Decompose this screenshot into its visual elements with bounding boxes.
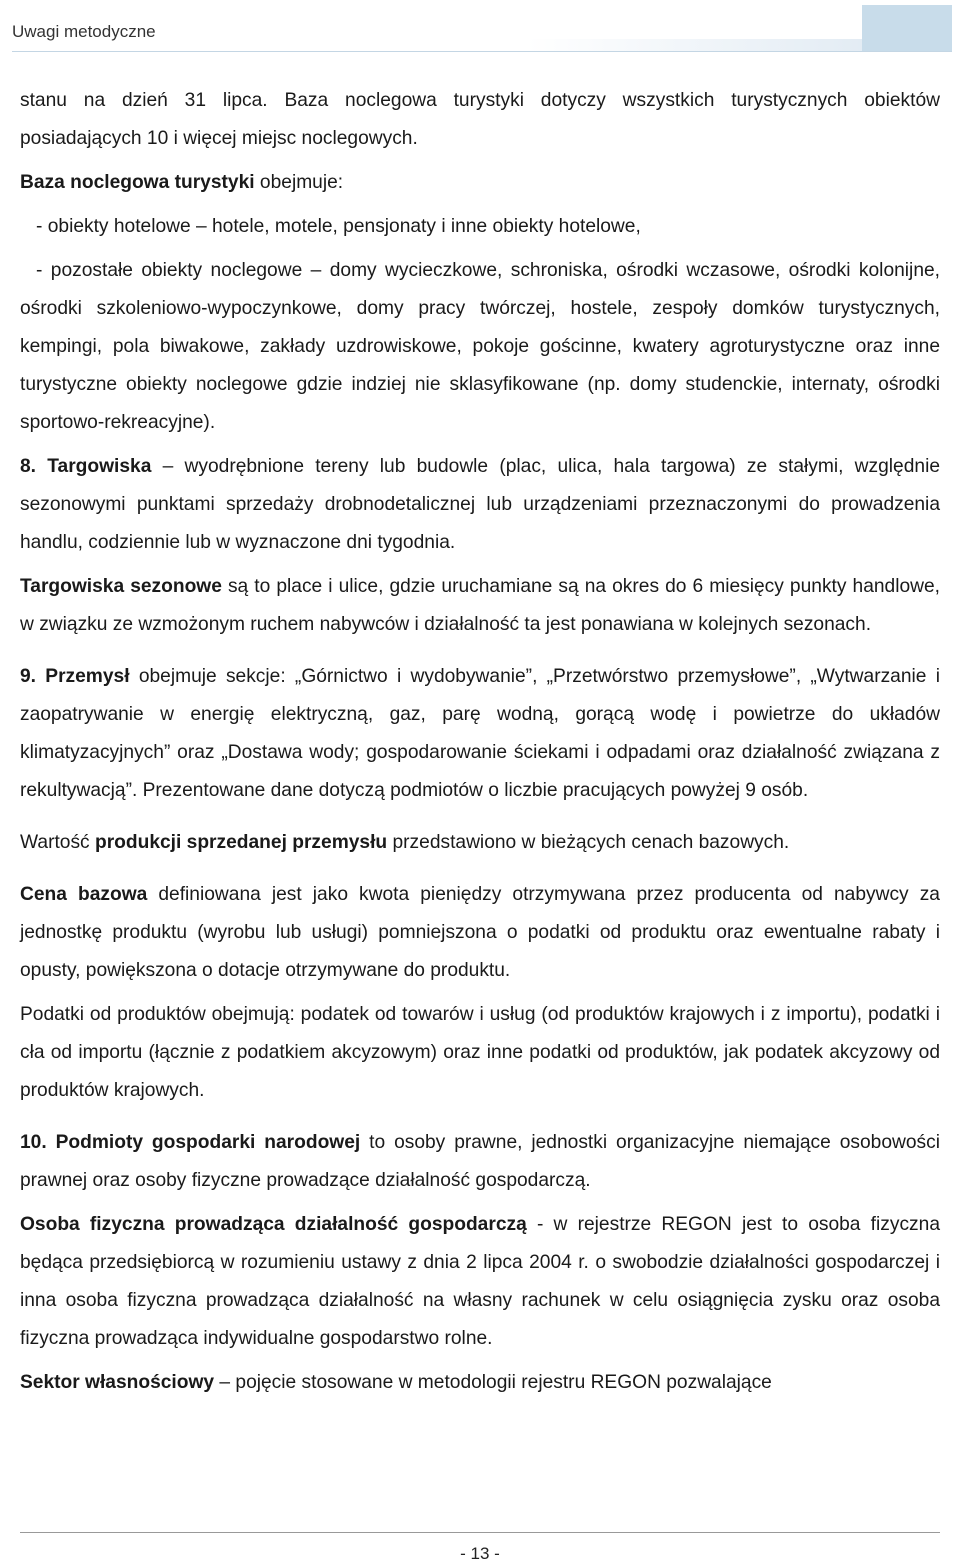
term-sold-production: produkcji sprzedanej przemysłu	[94, 832, 388, 853]
paragraph-marketplaces: 8. Targowiska – wyodrębnione tereny lub budowle (plac, ulica, hala targowa) ze stałymi, względnie sezonowymi punktami sprzedaży drobnodetalicznej lub urządzeniami przeznaczonymi do prowadzenia handlu, codziennie lub w wyznaczone dni tygodnia.	[20, 456, 940, 553]
page-number: - 13 -	[460, 1544, 500, 1563]
term-industry: 9. Przemysł	[20, 666, 130, 687]
term-ownership-sector: Sektor własnościowy	[20, 1372, 215, 1393]
paragraph-seasonal-marketplaces: Targowiska sezonowe są to place i ulice, gdzie uruchamiane są na okres do 6 miesięcy punkty handlowe, w związku ze wzmożonym ruchem nabywców i działalność ta jest ponawiana w kolejnych sezonach.	[20, 576, 940, 635]
paragraph-accommodation-base: Baza noclegowa turystyki obejmuje:	[20, 172, 344, 193]
paragraph-basic-price: Cena bazowa definiowana jest jako kwota pieniędzy otrzymywana przez producenta od nabywcy za jednostkę produktu (wyrobu lub usługi) pomniejszona o podatki od produktu oraz ewentualne rabaty i opusty, powiększona o dotacje otrzymywane do produktu.	[20, 884, 940, 981]
paragraph-economic-entities: 10. Podmioty gospodarki narodowej to osoby prawne, jednostki organizacyjne niemające osobowości prawnej oraz osoby fizyczne prowadzące działalność gospodarczą.	[20, 1132, 940, 1191]
list-item-other-facilities: - pozostałe obiekty noclegowe – domy wycieczkowe, schroniska, ośrodki wczasowe, ośrodki kolonijne, ośrodki szkoleniowo-wypoczynkowe, domy pracy twórczej, hostele, zespoły domków turystycznych, kempingi, pola biwakowe, zakłady uzdrowiskowe, pokoje gościnne, kwatery agroturystyczne oraz inne turystyczne obiekty noclegowe gdzie indziej nie sklasyfikowane (np. domy studenckie, internaty, ośrodki sportowo-rekreacyjne).	[20, 260, 940, 433]
term-economic-entities: 10. Podmioty gospodarki narodowej	[20, 1132, 361, 1153]
header-title: Uwagi metodyczne	[12, 22, 156, 41]
paragraph-industry: 9. Przemysł obejmuje sekcje: „Górnictwo i wydobywanie”, „Przetwórstwo przemysłowe”, „Wytwarzanie i zaopatrywanie w energię elektryczną, gaz, parę wodną, gorącą wodę i powietrze do układów klimatyzacyjnych” oraz „Dostawa wody; gospodarowanie ściekami i odpadami oraz działalność związana z rekultywacją”. Prezentowane dane dotyczą podmiotów o liczbie pracujących powyżej 9 osób.	[20, 666, 940, 801]
term-natural-person: Osoba fizyczna prowadząca działalność gospodarczą	[20, 1214, 527, 1235]
paragraph-accommodation-scope: stanu na dzień 31 lipca. Baza noclegowa turystyki dotyczy wszystkich turystycznych obiektów posiadających 10 i więcej miejsc noclegowych.	[20, 90, 940, 149]
list-item-hotel-facilities: - obiekty hotelowe – hotele, motele, pensjonaty i inne obiekty hotelowe,	[36, 216, 641, 237]
paragraph-product-taxes: Podatki od produktów obejmują: podatek od towarów i usług (od produktów krajowych i z importu), podatki i cła od importu (łącznie z podatkiem akcyzowym) oraz inne podatki od produktów, jak podatek akcyzowy od produktów krajowych.	[20, 1004, 940, 1101]
term-marketplaces: 8. Targowiska	[20, 456, 152, 477]
term-seasonal-marketplaces: Targowiska sezonowe	[20, 576, 222, 597]
document-body	[20, 82, 940, 1402]
header-gradient-bar	[526, 39, 862, 51]
paragraph-natural-person: Osoba fizyczna prowadząca działalność gospodarczą - w rejestrze REGON jest to osoba fizyczna będąca przedsiębiorcą w rozumieniu ustawy z dnia 2 lipca 2004 r. o swobodzie działalności gospodarczej i inna osoba fizyczna prowadząca działalność na własny rachunek w celu osiągnięcia zysku oraz osoba fizyczna prowadząca indywidualne gospodarstwo rolne.	[20, 1214, 940, 1349]
paragraph-ownership-sector: Sektor własnościowy – pojęcie stosowane w metodologii rejestru REGON pozwalające	[20, 1372, 772, 1393]
term-basic-price: Cena bazowa	[20, 884, 148, 905]
paragraph-sold-production: Wartość produkcji sprzedanej przemysłu przedstawiono w bieżących cenach bazowych.	[20, 832, 790, 853]
header-accent-block	[862, 5, 952, 51]
footer-divider	[20, 1532, 940, 1533]
term-accommodation-base: Baza noclegowa turystyki	[20, 172, 255, 193]
header-divider	[12, 51, 952, 52]
